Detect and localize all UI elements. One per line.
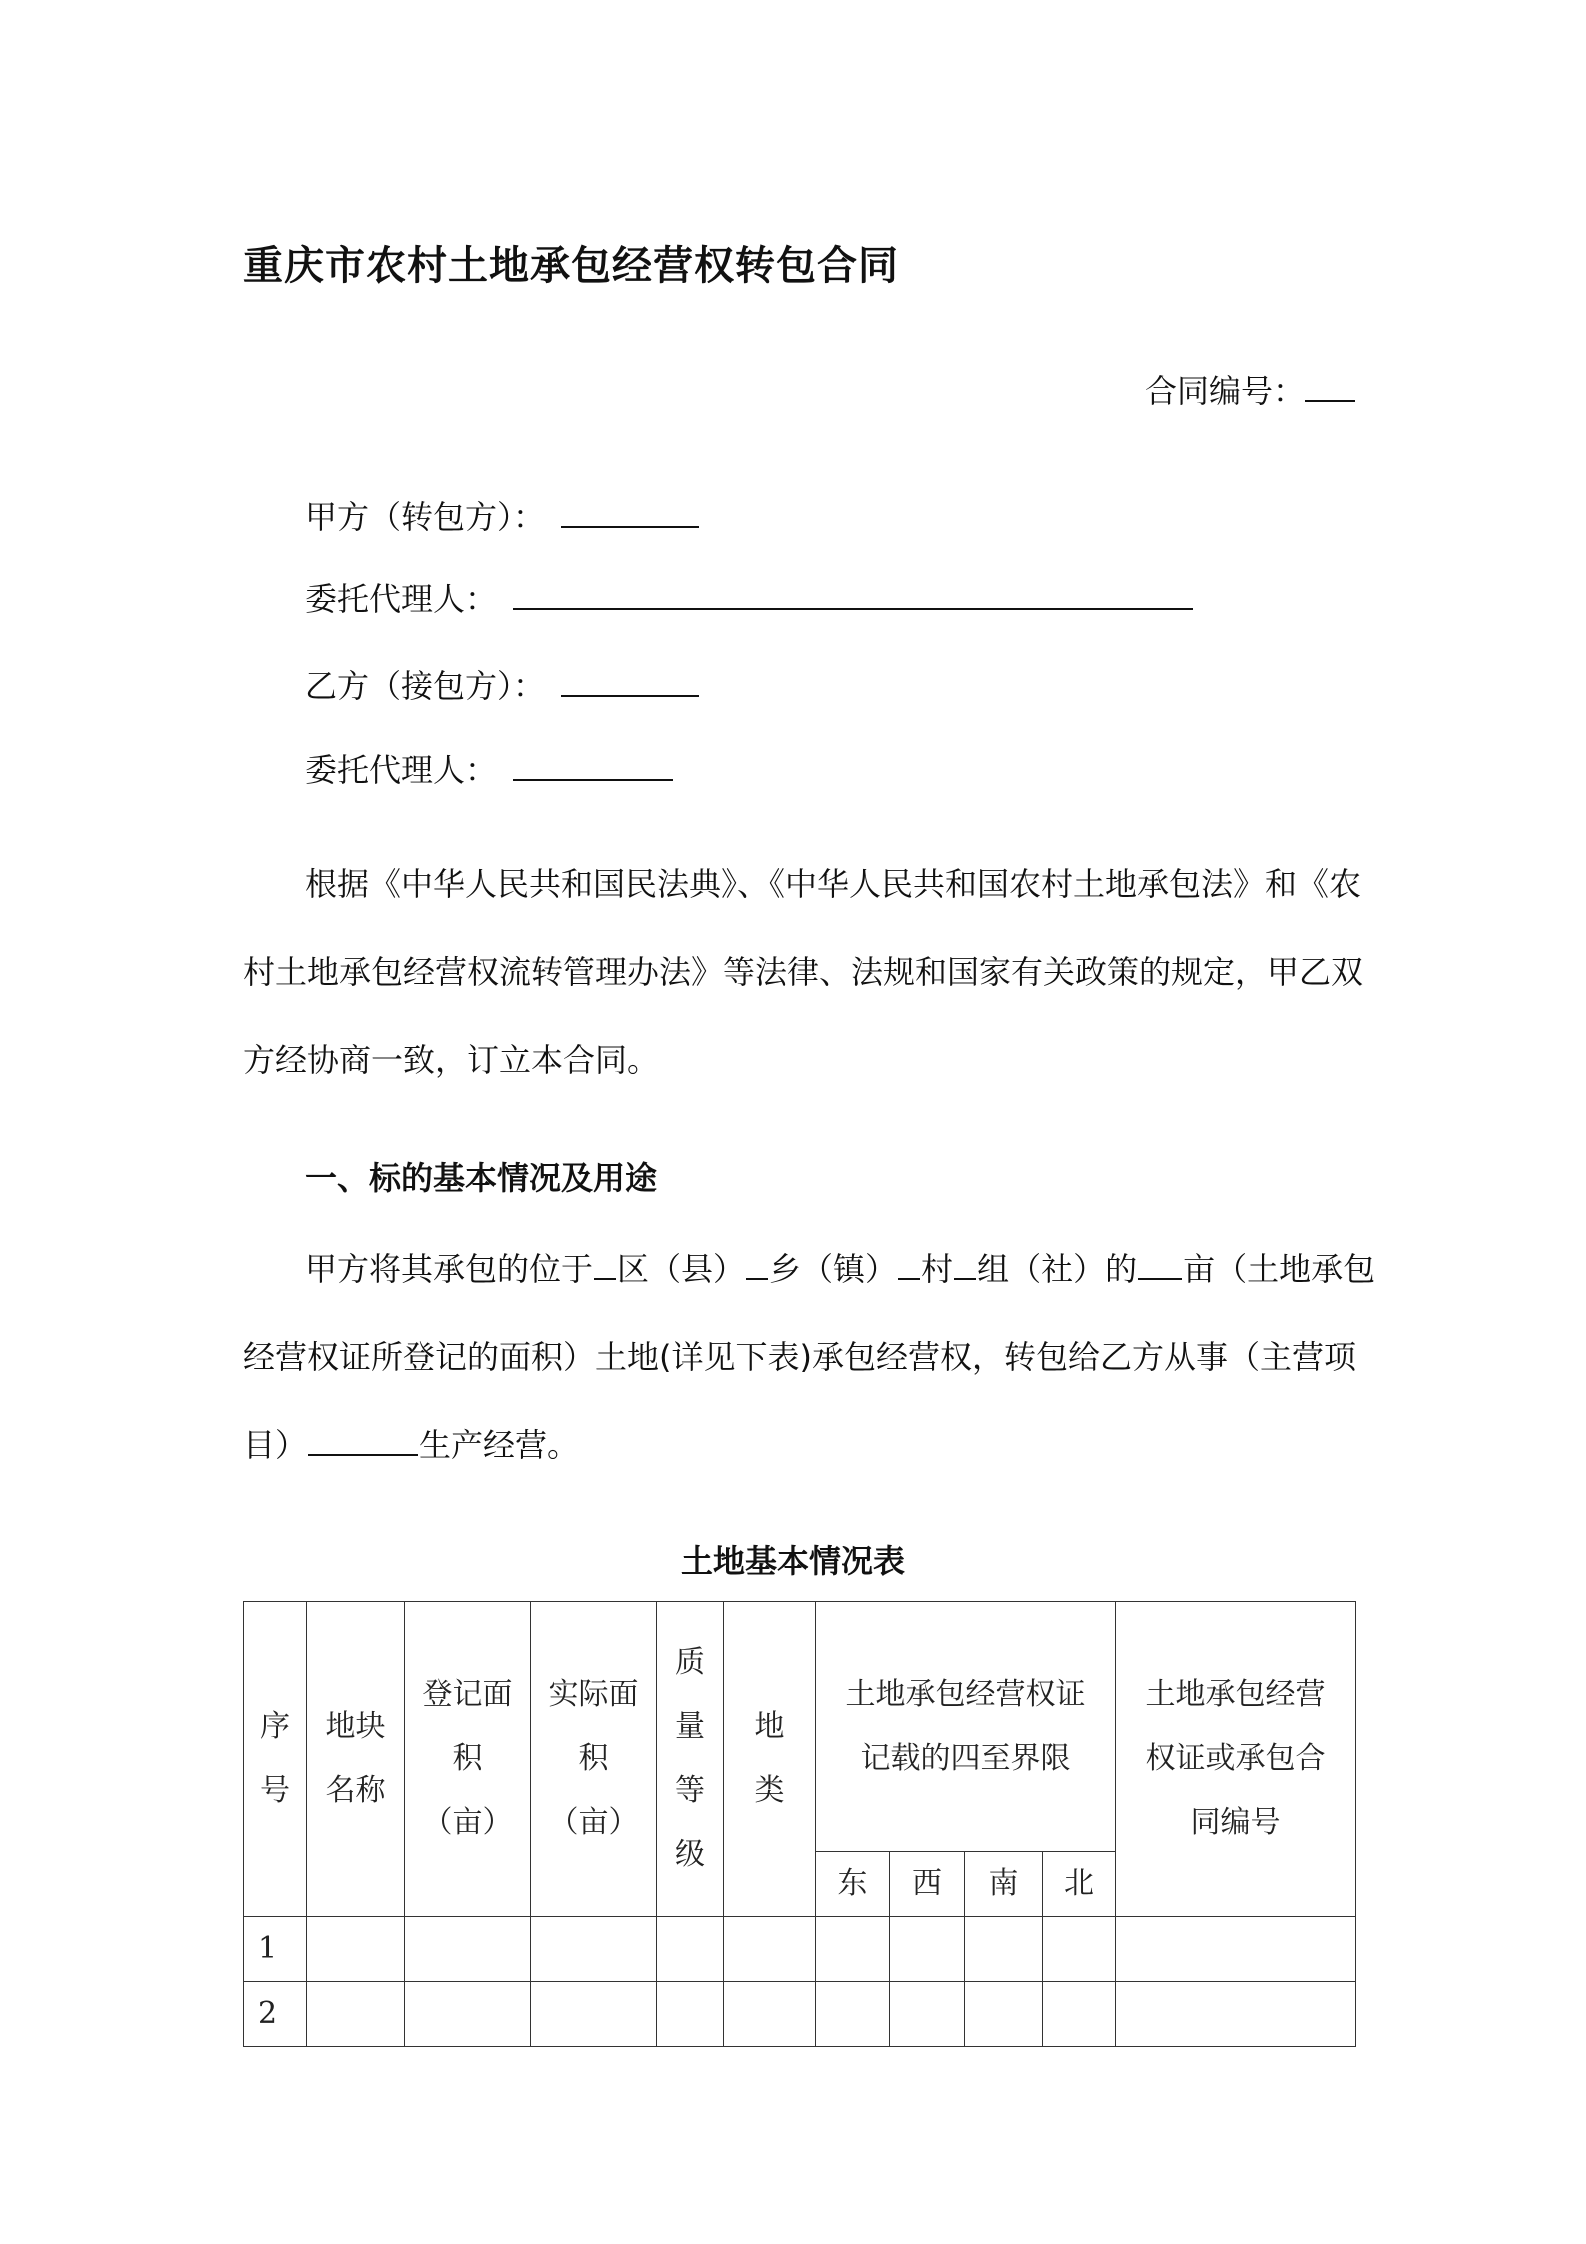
area-label: 亩（土地承包 [1183,1250,1376,1288]
table-cell[interactable] [724,1917,816,1982]
group-blank[interactable] [954,1249,976,1280]
party-a [305,492,699,538]
district-label: 区（县） [617,1250,746,1288]
header-plot-name: 地块名称 [307,1602,405,1917]
header-seq: 序号 [244,1602,307,1917]
table-cell[interactable] [531,1982,657,2047]
table-cell[interactable] [405,1917,531,1982]
table-cell[interactable] [1116,1982,1356,2047]
document-title: 重庆市农村土地承包经营权转包合同 [243,243,899,289]
header-boundaries: 土地承包经营权证记载的四至界限 [816,1602,1116,1852]
party-b-blank[interactable] [561,663,699,697]
township-blank[interactable] [746,1249,768,1280]
header-land-type: 地类 [724,1602,816,1917]
group-label: 组（社）的 [977,1250,1138,1288]
preamble-line: 根据《中华人民共和国民法典》、《中华人民共和国农村土地承包法》和《农 [305,865,1362,903]
contract-number [1145,366,1355,412]
project-label: 目） [243,1426,308,1464]
party-b-agent [305,745,673,791]
party-b-agent-blank[interactable] [513,747,673,781]
table-cell[interactable] [1116,1917,1356,1982]
section1-line [243,1401,1355,1489]
header-west: 西 [890,1852,965,1917]
table-cell[interactable] [657,1917,724,1982]
table-cell[interactable] [531,1917,657,1982]
table-cell[interactable] [890,1917,965,1982]
table-row [244,1917,1356,1982]
table-cell[interactable] [307,1917,405,1982]
section-heading: 一、标的基本情况及用途 [305,1159,658,1197]
party-a-agent [305,574,1193,620]
table-cell[interactable] [1043,1917,1116,1982]
township-label: 乡（镇） [769,1250,898,1288]
row-seq: 1 [244,1917,307,1982]
table-cell[interactable] [724,1982,816,2047]
table-header-row [244,1602,1356,1852]
header-cert-number: 土地承包经营权证或承包合同编号 [1116,1602,1356,1917]
party-a-agent-label: 委托代理人： [305,580,498,618]
preamble-line: 村土地承包经营权流转管理办法》等法律、法规和国家有关政策的规定，甲乙双 [243,953,1364,991]
preamble-paragraph [243,840,1364,1104]
village-blank[interactable] [898,1249,920,1280]
party-a-agent-blank[interactable] [513,576,1193,610]
table-title: 土地基本情况表 [680,1542,905,1580]
production-label: 生产经营。 [419,1426,580,1464]
header-quality-grade: 质量等级 [657,1602,724,1917]
party-b-agent-label: 委托代理人： [305,751,498,789]
village-label: 村 [921,1250,954,1288]
header-actual-area: 实际面积（亩） [531,1602,657,1917]
header-east: 东 [816,1852,890,1917]
project-blank[interactable] [308,1425,418,1456]
preamble-line: 方经协商一致，订立本合同。 [243,1041,660,1079]
table-cell[interactable] [816,1917,890,1982]
table-cell[interactable] [405,1982,531,2047]
contract-number-blank[interactable] [1305,368,1355,402]
party-a-label: 甲方（转包方）： [305,498,546,536]
header-south: 南 [965,1852,1043,1917]
table-cell[interactable] [657,1982,724,2047]
location-prefix: 甲方将其承包的位于 [305,1250,594,1288]
contract-number-label: 合同编号： [1144,372,1305,410]
table-cell[interactable] [816,1982,890,2047]
table-row [244,1982,1356,2047]
table-cell[interactable] [965,1982,1043,2047]
table-cell[interactable] [890,1982,965,2047]
table-cell[interactable] [307,1982,405,2047]
table-cell[interactable] [1043,1982,1116,2047]
header-registered-area: 登记面积（亩） [405,1602,531,1917]
row-seq: 2 [244,1982,307,2047]
section1-paragraph [243,1225,1376,1489]
header-north: 北 [1043,1852,1116,1917]
party-b [305,661,699,707]
land-info-table [243,1601,1356,2047]
district-blank[interactable] [594,1249,616,1280]
area-blank[interactable] [1138,1249,1182,1280]
party-b-label: 乙方（接包方）： [305,667,546,705]
table-cell[interactable] [965,1917,1043,1982]
section1-line [243,1225,1376,1313]
party-a-blank[interactable] [561,494,699,528]
section1-line: 经营权证所登记的面积）土地(详见下表)承包经营权，转包给乙方从事（主营项 [243,1338,1356,1376]
